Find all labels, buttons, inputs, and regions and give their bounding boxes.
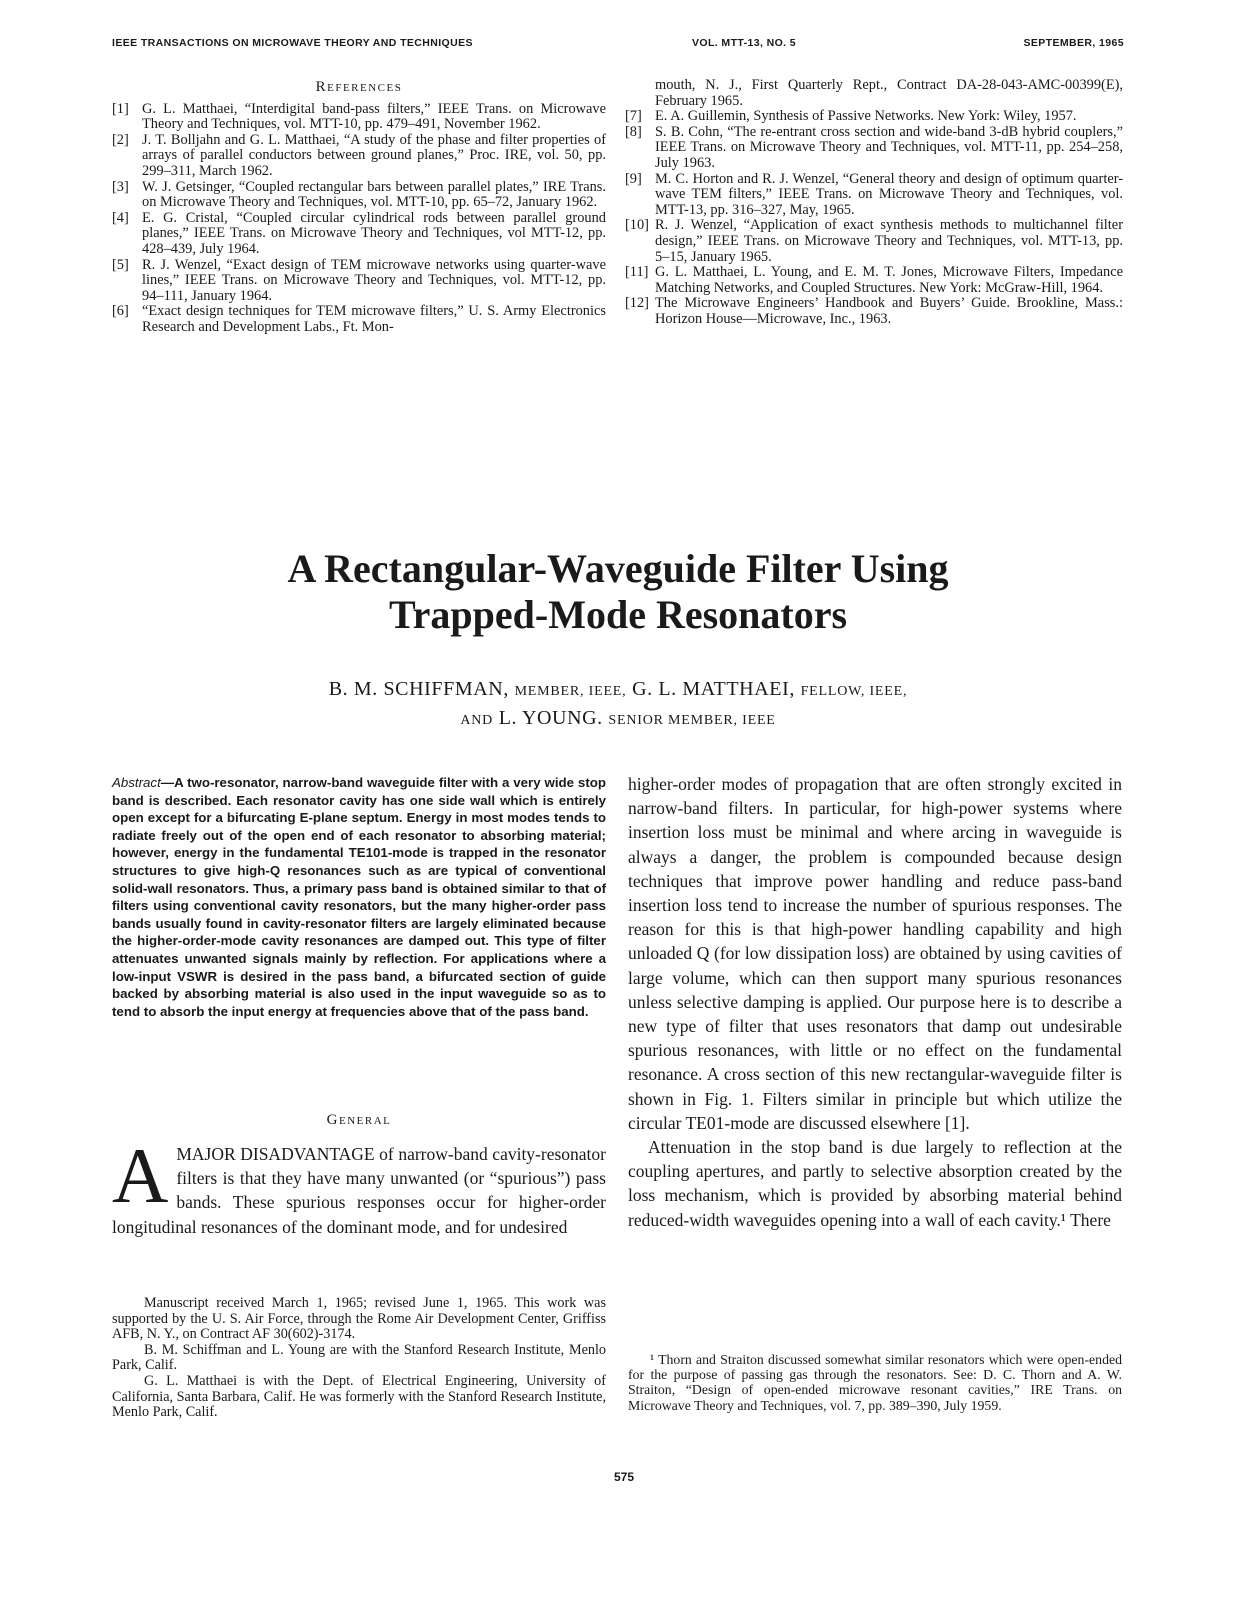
- author-grade: FELLOW, IEEE,: [800, 684, 908, 699]
- abstract-label: Abstract: [112, 775, 161, 790]
- paper-title: [112, 546, 1124, 638]
- reference-number: [12]: [625, 295, 649, 312]
- reference-number: [7]: [625, 108, 642, 125]
- page-number: 575: [613, 1470, 635, 1484]
- reference-number: [2]: [112, 131, 129, 148]
- reference-text: S. B. Cohn, “The re-entrant cross section and wide-band 3-dB hybrid couplers,” IEEE Trans. on Microwave Theory and Techniques, vol. MTT-11, pp. 254–258, July 1963.: [655, 123, 1123, 171]
- reference-text: The Microwave Engineers’ Handbook and Buyers’ Guide. Brookline, Mass.: Horizon House—Microwave, Inc., 1963.: [655, 295, 1123, 327]
- author-grade: MEMBER, IEEE,: [514, 684, 627, 699]
- author-affiliation-2: G. L. Matthaei is with the Dept. of Electrical Engineering, University of California, Santa Barbara, Calif. He was formerly with the Stanford Research Institute, Menlo Park, Calif.: [112, 1372, 606, 1421]
- reference-item: [112, 258, 606, 305]
- references-heading: References: [315, 79, 403, 95]
- footnote-text: ¹ Thorn and Straiton discussed somewhat similar resonators which were open-ended for the purpose of passing gas through the resonators. See: D. C. Thorn and A. W. Straiton, “Design of open-ended microwave resonant cavities,” IRE Trans. on Microwave Theory and Techniques, vol. 7, pp. 389–390, July 1959.: [628, 1352, 1122, 1413]
- reference-item: [625, 125, 1123, 172]
- running-header: [112, 37, 1124, 53]
- reference-text: E. A. Guillemin, Synthesis of Passive Networks. New York: Wiley, 1957.: [655, 108, 1077, 125]
- references-list-right: [625, 109, 1123, 327]
- general-text: MAJOR DISADVANTAGE of narrow-band cavity-resonator filters is that they have many unwanted (or “spurious”) pass bands. These spurious responses occur for higher-order longitudinal resonances of the dominant mode, and for undesired: [112, 1144, 606, 1237]
- reference-number: [1]: [112, 100, 129, 117]
- journal-name: IEEE TRANSACTIONS ON MICROWAVE THEORY AND TECHNIQUES: [112, 37, 473, 49]
- body-paragraph: higher-order modes of propagation that are often strongly excited in narrow-band filters. In particular, for high-power systems where insertion loss must be minimal and where arcing in waveguide is always a danger, the problem is compounded because design techniques that improve power handling and reduce pass-band insertion loss tend to increase the number of spurious responses. The reason for this is that high-power handling capability and high unloaded Q (for low dissipation loss) are obtained by using cavities of large volume, which can then support many spurious resonances unless selective damping is applied. Our purpose here is to describe a new type of filter that uses resonators that damp out undesirable spurious resonances, with little or no effect on the fundamental resonance. A cross section of this new rectangular-waveguide filter is shown in Fig. 1. Filters similar in principle but which utilize the circular TE01-mode are discussed elsewhere [1].: [628, 774, 1122, 1133]
- manuscript-received: Manuscript received March 1, 1965; revised June 1, 1965. This work was supported by the U. S. Air Force, through the Rome Air Development Center, Griffiss AFB, N. Y., on Contract AF 30(602)-3174.: [112, 1295, 606, 1343]
- reference-number: [9]: [625, 170, 642, 187]
- reference-item: [112, 304, 606, 335]
- references-right-column: [625, 78, 1123, 328]
- author-line: [112, 676, 1124, 734]
- reference-text: W. J. Getsinger, “Coupled rectangular bars between parallel plates,” IRE Trans. on Microwave Theory and Techniques, vol. MTT-10, pp. 65–72, January 1962.: [142, 178, 606, 211]
- title-line-1: A Rectangular-Waveguide Filter Using: [287, 546, 949, 591]
- reference-item: [112, 102, 606, 133]
- reference-item: [625, 296, 1123, 327]
- drop-cap: A: [112, 1132, 169, 1219]
- body-right-column: [628, 772, 1122, 1232]
- reference-item: [625, 109, 1123, 125]
- volume-info: VOL. MTT-13, NO. 5: [692, 37, 797, 49]
- general-paragraph: [112, 1132, 606, 1239]
- reference-text: M. C. Horton and R. J. Wenzel, “General theory and design of optimum quarter-wave TEM filters,” IEEE Trans. on Microwave Theory and Techniques, vol. MTT-13, pp. 316–327, May, 1965.: [655, 170, 1123, 218]
- section-heading-general: General: [326, 1112, 392, 1128]
- reference-number: [5]: [112, 256, 129, 273]
- references-left-column: [112, 78, 606, 336]
- reference-item: [625, 265, 1123, 296]
- reference-number: [11]: [625, 264, 649, 281]
- author-conjunction: AND: [460, 713, 494, 728]
- manuscript-footnote: [112, 1296, 606, 1421]
- reference-item: [625, 172, 1123, 219]
- body-paragraph: Attenuation in the stop band is due largely to reflection at the coupling apertures, and partly to selective absorption created by the loss mechanism, which is provided by absorbing material behind reduced-width waveguides opening into a wall of each cavity.¹ There: [628, 1137, 1122, 1230]
- author-grade: SENIOR MEMBER, IEEE: [608, 713, 776, 728]
- author-matthaei: G. L. MATTHAEI,: [632, 678, 795, 700]
- issue-date: SEPTEMBER, 1965: [1023, 37, 1124, 49]
- title-line-2: Trapped-Mode Resonators: [388, 592, 848, 637]
- reference-text: R. J. Wenzel, “Exact design of TEM microwave networks using quarter-wave lines,” IEEE Trans. on Microwave Theory and Techniques, vol. MTT-12, pp. 94–111, January 1964.: [142, 256, 606, 304]
- reference-text: R. J. Wenzel, “Application of exact synthesis methods to multichannel filter design,” IEEE Trans. on Microwave Theory and Techniques, vol. MTT-13, pp. 5–15, January 1965.: [655, 217, 1123, 265]
- reference-number: [10]: [625, 217, 649, 234]
- reference-text: E. G. Cristal, “Coupled circular cylindrical rods between parallel ground planes,” IEEE Trans. on Microwave Theory and Techniques, vol MTT-12, pp. 428–439, July 1964.: [142, 209, 606, 257]
- reference-continuation: mouth, N. J., First Quarterly Rept., Contract DA-28-043-AMC-00399(E), February 1965.: [655, 77, 1123, 109]
- reference-text: G. L. Matthaei, L. Young, and E. M. T. Jones, Microwave Filters, Impedance Matching Networks, and Coupled Structures. New York: McGraw-Hill, 1964.: [655, 264, 1123, 296]
- reference-number: [3]: [112, 178, 129, 195]
- reference-item: [112, 180, 606, 211]
- reference-item: [625, 218, 1123, 265]
- reference-text: “Exact design techniques for TEM microwave filters,” U. S. Army Electronics Research and Development Labs., Ft. Mon-: [142, 303, 606, 335]
- abstract: [112, 774, 606, 1020]
- references-list-left: [112, 102, 606, 336]
- author-young: L. YOUNG.: [498, 707, 603, 729]
- reference-number: [4]: [112, 209, 129, 226]
- reference-text: J. T. Bolljahn and G. L. Matthaei, “A study of the phase and filter properties of arrays of parallel conductors between ground planes,” Proc. IRE, vol. 50, pp. 299–311, March 1962.: [142, 131, 606, 179]
- author-schiffman: B. M. SCHIFFMAN,: [328, 678, 509, 700]
- author-affiliation-1: B. M. Schiffman and L. Young are with the Stanford Research Institute, Menlo Park, Calif.: [112, 1341, 606, 1374]
- reference-item: [112, 211, 606, 258]
- reference-number: [8]: [625, 123, 642, 140]
- abstract-text: —A two-resonator, narrow-band waveguide filter with a very wide stop band is described. Each resonator cavity has one side wall which is entirely open except for a bifurcating E-plane septum. Energy in most modes tends to radiate freely out of the open end of each resonator to absorbing material; however, energy in the fundamental TE101-mode is trapped in the resonator structures to give high-Q resonances such as are typical of conventional solid-wall resonators. Thus, a primary pass band is obtained similar to that of filters using conventional cavity resonators, but the many higher-order pass bands usually found in cavity-resonator filters are largely eliminated because the higher-order-mode cavity resonances are damped out. This type of filter attenuates unwanted signals mainly by reflection. For applications where a low-input VSWR is desired in the pass band, a bifurcated section of guide backed by absorbing material is also used in the input waveguide so as to tend to absorb the input energy at frequencies above that of the pass band.: [112, 775, 606, 1019]
- reference-text: G. L. Matthaei, “Interdigital band-pass filters,” IEEE Trans. on Microwave Theory and Techniques, vol. MTT-10, pp. 479–491, November 1962.: [142, 100, 606, 133]
- footnote: [628, 1352, 1122, 1413]
- reference-item: [112, 133, 606, 180]
- reference-number: [6]: [112, 303, 129, 320]
